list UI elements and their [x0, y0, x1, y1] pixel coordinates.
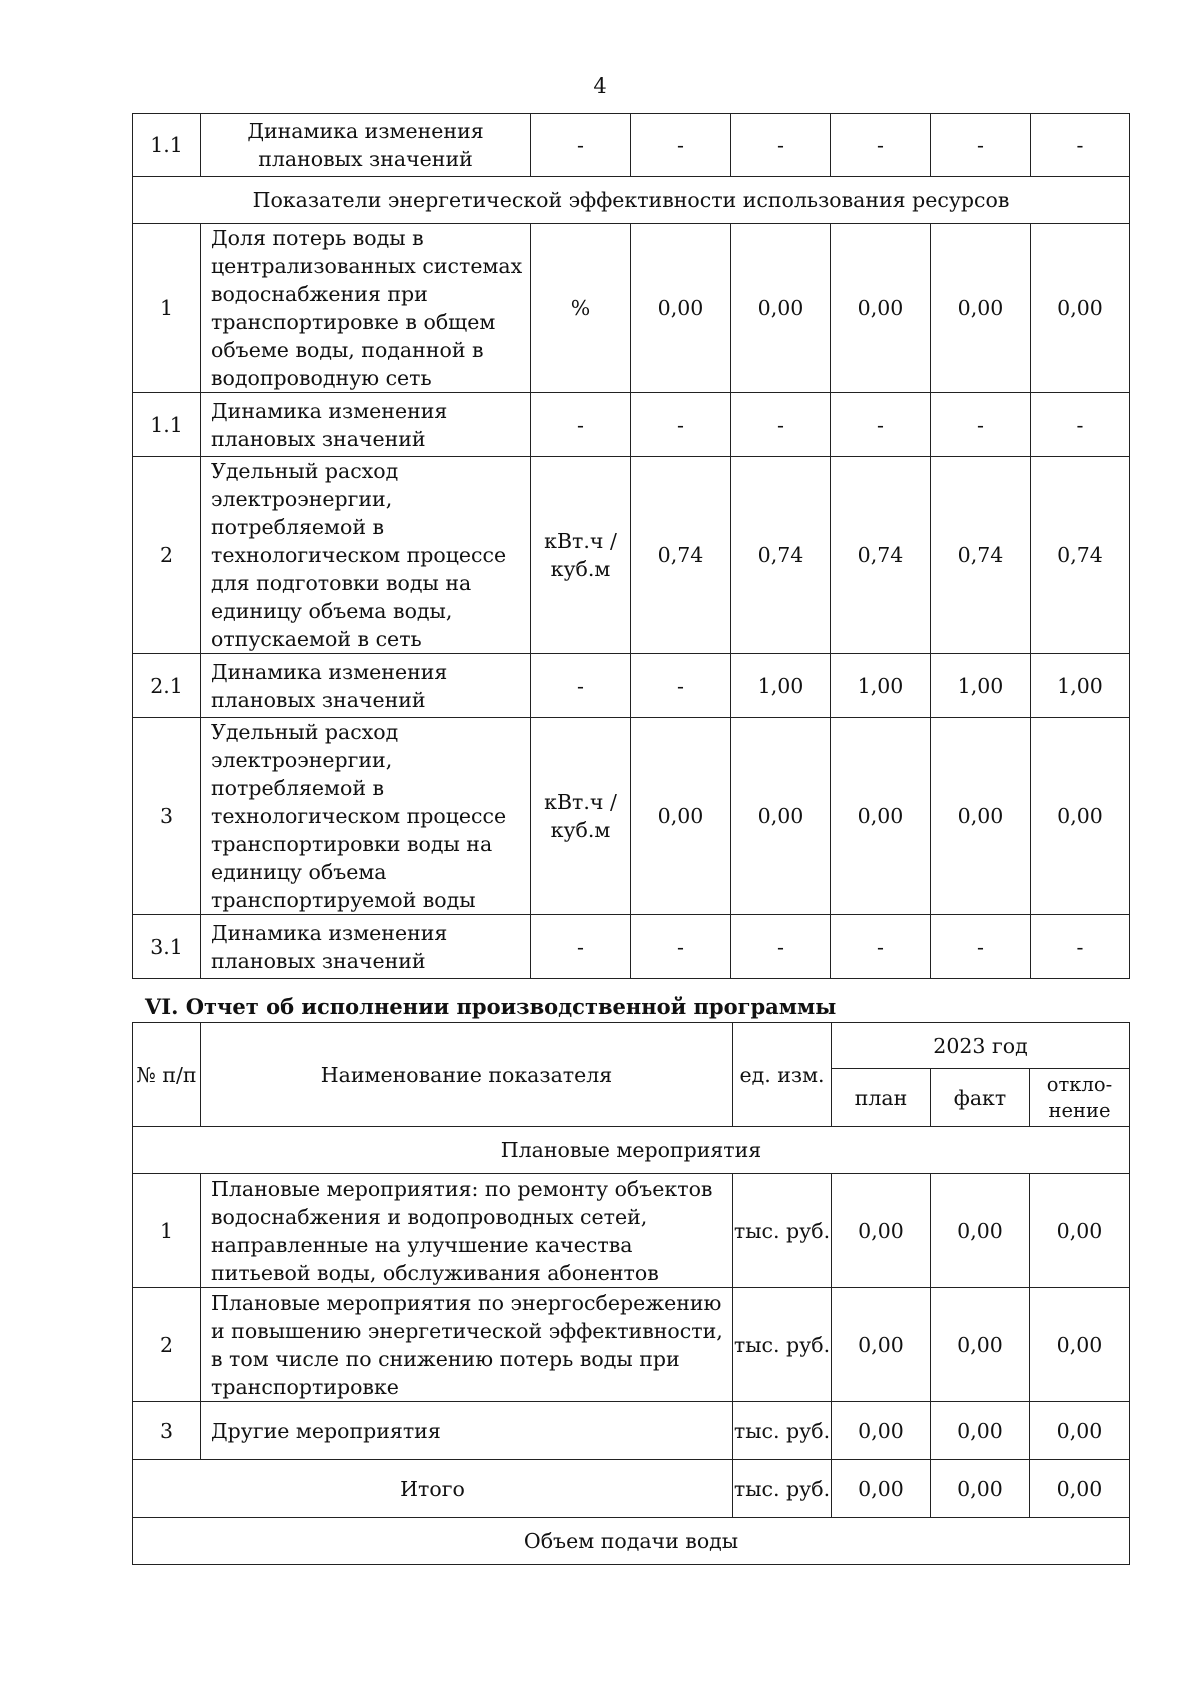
table-row	[133, 718, 1130, 915]
row-value: -	[731, 393, 831, 457]
row-num: 2.1	[133, 654, 201, 718]
row-name: Динамика изменения плановых значений	[201, 114, 531, 177]
row-value: -	[931, 114, 1031, 177]
row-plan: 0,00	[832, 1402, 931, 1460]
row-name: Плановые мероприятия: по ремонту объектов водоснабжения и водопроводных сетей, направленные на улучшение качества питьевой воды, обслуживания абонентов	[201, 1174, 733, 1288]
row-num: 3	[133, 718, 201, 915]
row-num: 3	[133, 1402, 201, 1460]
section-label: Показатели энергетической эффективности использования ресурсов	[133, 177, 1130, 224]
row-fact: 0,00	[931, 1288, 1030, 1402]
row-value: 0,74	[1031, 457, 1130, 654]
row-name: Динамика изменения плановых значений	[201, 393, 531, 457]
row-value: -	[1031, 915, 1130, 979]
total-row	[133, 1460, 1130, 1518]
row-name: Удельный расход электроэнергии, потребляемой в технологическом процессе транспортировки воды на единицу объема транспортируемой воды	[201, 718, 531, 915]
row-unit: -	[531, 915, 631, 979]
section-row	[133, 177, 1130, 224]
row-value: -	[831, 393, 931, 457]
row-num: 3.1	[133, 915, 201, 979]
table-row	[133, 654, 1130, 718]
row-value: 0,74	[631, 457, 731, 654]
table-row	[133, 1174, 1130, 1288]
row-value: 0,00	[631, 718, 731, 915]
table-row	[133, 915, 1130, 979]
table-row	[133, 393, 1130, 457]
row-name: Плановые мероприятия по энергосбережению и повышению энергетической эффективности, в том числе по снижению потерь воды при транспортировке	[201, 1288, 733, 1402]
row-deviation: 0,00	[1030, 1402, 1130, 1460]
table-row	[133, 1288, 1130, 1402]
header-deviation: откло-нение	[1030, 1069, 1130, 1127]
row-name: Удельный расход электроэнергии, потребляемой в технологическом процессе для подготовки воды на единицу объема воды, отпускаемой в сеть	[201, 457, 531, 654]
row-value: -	[1031, 114, 1130, 177]
row-unit: кВт.ч / куб.м	[531, 718, 631, 915]
header-unit: ед. изм.	[733, 1023, 832, 1127]
row-value: 0,00	[631, 224, 731, 393]
row-unit: -	[531, 654, 631, 718]
row-value: 0,74	[931, 457, 1031, 654]
table-row	[133, 114, 1130, 177]
row-unit: -	[531, 114, 631, 177]
total-label: Итого	[133, 1460, 733, 1518]
row-value: 0,74	[831, 457, 931, 654]
header-num: № п/п	[133, 1023, 201, 1127]
total-plan: 0,00	[832, 1460, 931, 1518]
row-fact: 0,00	[931, 1174, 1030, 1288]
row-unit: тыс. руб.	[733, 1288, 832, 1402]
row-value: -	[731, 915, 831, 979]
row-plan: 0,00	[832, 1174, 931, 1288]
row-unit: -	[531, 393, 631, 457]
row-deviation: 0,00	[1030, 1288, 1130, 1402]
row-value: 0,00	[1031, 224, 1130, 393]
row-unit: кВт.ч / куб.м	[531, 457, 631, 654]
row-value: 0,00	[931, 224, 1031, 393]
row-value: 1,00	[731, 654, 831, 718]
section-row-water-supply: Объем подачи воды	[133, 1518, 1130, 1565]
table-row	[133, 224, 1130, 393]
energy-efficiency-table	[132, 113, 1130, 979]
row-name: Динамика изменения плановых значений	[201, 654, 531, 718]
header-plan: план	[832, 1069, 931, 1127]
page-number: 4	[593, 74, 607, 98]
header-name: Наименование показателя	[201, 1023, 733, 1127]
row-value: 0,74	[731, 457, 831, 654]
row-value: -	[1031, 393, 1130, 457]
row-num: 1	[133, 1174, 201, 1288]
row-value: 0,00	[731, 718, 831, 915]
row-value: 0,00	[831, 718, 931, 915]
row-unit: тыс. руб.	[733, 1402, 832, 1460]
row-value: -	[731, 114, 831, 177]
row-num: 2	[133, 1288, 201, 1402]
table-row	[133, 457, 1130, 654]
row-unit: тыс. руб.	[733, 1174, 832, 1288]
section-title: VI. Отчет об исполнении производственной программы	[145, 994, 837, 1019]
row-num: 2	[133, 457, 201, 654]
header-fact: факт	[931, 1069, 1030, 1127]
row-unit: %	[531, 224, 631, 393]
row-value: 1,00	[1031, 654, 1130, 718]
section-row-planned: Плановые мероприятия	[133, 1127, 1130, 1174]
row-value: 1,00	[931, 654, 1031, 718]
row-value: -	[631, 393, 731, 457]
total-deviation: 0,00	[1030, 1460, 1130, 1518]
row-num: 1.1	[133, 393, 201, 457]
row-name: Другие мероприятия	[201, 1402, 733, 1460]
row-value: -	[831, 915, 931, 979]
row-value: -	[631, 915, 731, 979]
row-name: Доля потерь воды в централизованных системах водоснабжения при транспортировке в общем объеме воды, поданной в водопроводную сеть	[201, 224, 531, 393]
row-value: 0,00	[931, 718, 1031, 915]
row-value: -	[931, 393, 1031, 457]
table-row	[133, 1402, 1130, 1460]
row-value: -	[631, 114, 731, 177]
row-fact: 0,00	[931, 1402, 1030, 1460]
row-deviation: 0,00	[1030, 1174, 1130, 1288]
row-value: 0,00	[1031, 718, 1130, 915]
total-unit: тыс. руб.	[733, 1460, 832, 1518]
row-num: 1.1	[133, 114, 201, 177]
total-fact: 0,00	[931, 1460, 1030, 1518]
row-value: -	[631, 654, 731, 718]
row-name: Динамика изменения плановых значений	[201, 915, 531, 979]
row-num: 1	[133, 224, 201, 393]
row-value: 0,00	[731, 224, 831, 393]
production-program-report-table	[132, 1022, 1130, 1565]
row-value: -	[931, 915, 1031, 979]
row-value: 0,00	[831, 224, 931, 393]
row-plan: 0,00	[832, 1288, 931, 1402]
header-year: 2023 год	[832, 1023, 1130, 1069]
row-value: -	[831, 114, 931, 177]
row-value: 1,00	[831, 654, 931, 718]
